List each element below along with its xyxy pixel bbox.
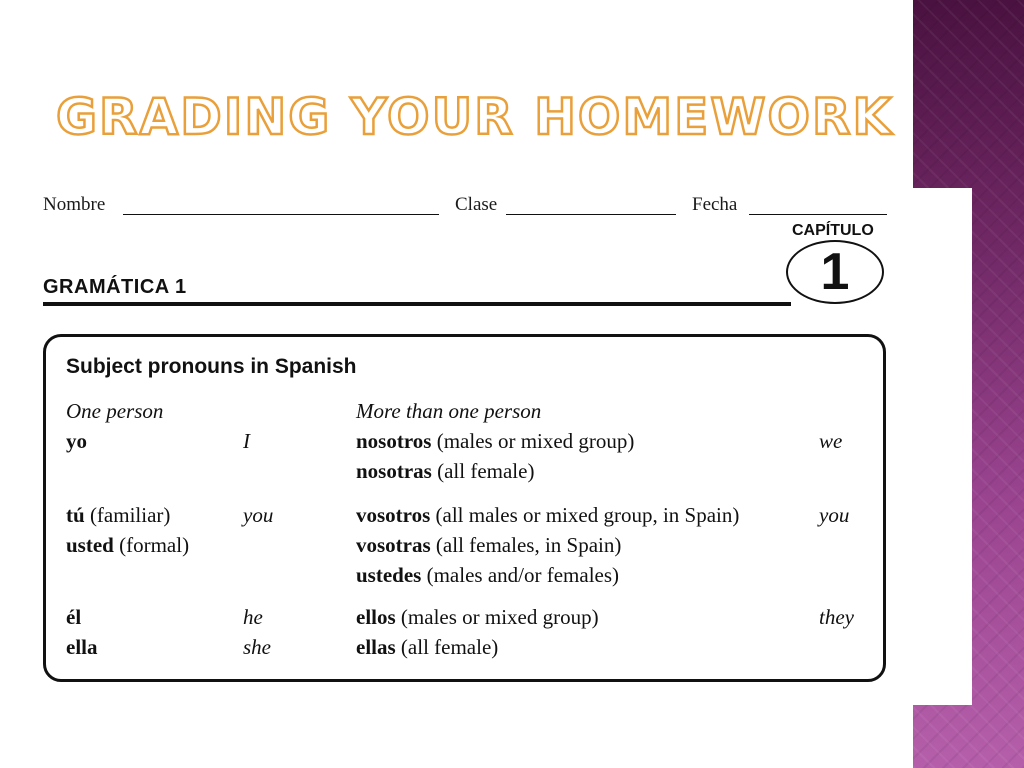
- field-line-nombre: [123, 214, 439, 215]
- field-label-fecha: Fecha: [692, 194, 738, 215]
- pronoun-word: yo: [66, 429, 87, 453]
- pronoun-row: [356, 533, 621, 558]
- pronoun-row: [356, 635, 498, 660]
- chapter-label: CAPÍTULO: [792, 222, 874, 239]
- field-label-clase: Clase: [455, 194, 498, 215]
- pronoun-row: [66, 605, 81, 630]
- chapter-number: 1: [820, 243, 850, 301]
- pronoun-word: ellas: [356, 635, 396, 659]
- section-rule: [43, 302, 791, 306]
- section-heading: GRAMÁTICA 1: [43, 276, 187, 298]
- pronoun-word: nosotros: [356, 429, 432, 453]
- pronoun-word: ustedes: [356, 563, 422, 587]
- pronoun-note: (males and/or females): [426, 563, 620, 587]
- pronoun-meaning: I: [243, 429, 250, 453]
- pronoun-note: (familiar): [89, 503, 171, 527]
- pronoun-meaning: they: [819, 605, 854, 629]
- pronoun-row: [356, 429, 634, 454]
- field-label-nombre: Nombre: [43, 194, 106, 215]
- slide-title: GRADING YOUR HOMEWORK: [56, 88, 894, 146]
- pronoun-meaning: he: [243, 605, 263, 629]
- pronoun-word: ellos: [356, 605, 396, 629]
- pronoun-row: [66, 635, 98, 660]
- pronoun-meaning: she: [243, 635, 271, 659]
- field-line-fecha: [749, 214, 887, 215]
- pronoun-note: (all female): [437, 459, 535, 483]
- worksheet-header-fields: [43, 194, 888, 220]
- pronoun-word: vosotros: [356, 503, 431, 527]
- pronoun-word: nosotras: [356, 459, 432, 483]
- pronoun-word: tú: [66, 503, 85, 527]
- pronoun-row: [356, 563, 619, 588]
- pronoun-meaning: you: [243, 503, 274, 527]
- pronoun-word: ella: [66, 635, 98, 659]
- pronoun-row: [356, 605, 599, 630]
- pronoun-word: él: [66, 605, 82, 629]
- pronoun-row: [66, 429, 87, 454]
- pronoun-row: [66, 533, 189, 558]
- chapter-badge: [786, 240, 884, 304]
- pronoun-note: (all females, in Spain): [435, 533, 622, 557]
- col-header-singular: One person: [66, 399, 164, 423]
- pronoun-meaning: we: [819, 429, 843, 453]
- box-title: Subject pronouns in Spanish: [66, 355, 357, 378]
- pronoun-row: [66, 503, 170, 528]
- pronoun-word: vosotras: [356, 533, 431, 557]
- pronoun-word: usted: [66, 533, 114, 557]
- pronoun-row: [356, 459, 534, 484]
- pronoun-row: [356, 503, 739, 528]
- pronoun-note: (formal): [119, 533, 190, 557]
- col-header-plural: More than one person: [356, 399, 542, 423]
- field-line-clase: [506, 214, 676, 215]
- pronoun-note: (all males or mixed group, in Spain): [435, 503, 740, 527]
- pronoun-note: (all female): [400, 635, 499, 659]
- side-panel: [913, 188, 972, 705]
- grammar-box: [43, 334, 886, 682]
- pronoun-note: (males or mixed group): [400, 605, 599, 629]
- pronoun-meaning: you: [819, 503, 850, 527]
- pronoun-note: (males or mixed group): [436, 429, 635, 453]
